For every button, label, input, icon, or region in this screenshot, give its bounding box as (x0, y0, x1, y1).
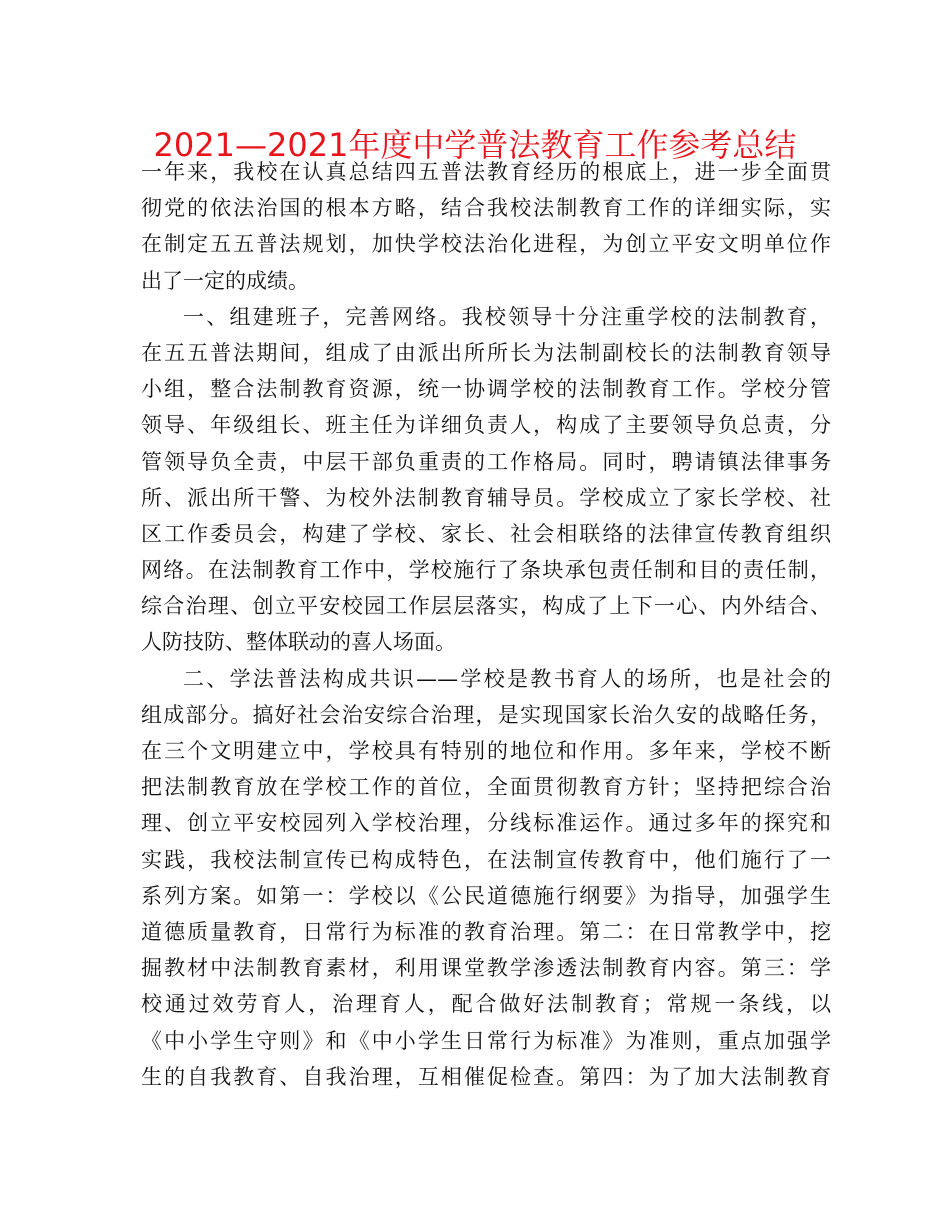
text-line: 《中小学生守则》和《中小学生日常行为标准》为准则，重点加强学 (141, 1028, 831, 1053)
text-line: 在五五普法期间，组成了由派出所所长为法制副校长的法制教育领导 (141, 340, 831, 365)
text-line: 校通过效劳育人，治理育人，配合做好法制教育；常规一条线，以 (141, 992, 831, 1017)
text-line: 一年来，我校在认真总结四五普法教育经历的根底上，进一步全面贯 (141, 160, 831, 184)
text-line: 人防技防、整体联动的喜人场面。 (141, 630, 456, 655)
text-line: 管领导负全责，中层干部负重责的工作格局。同时，聘请镇法律事务 (141, 449, 831, 474)
text-line: 区工作委员会，构建了学校、家长、社会相联络的法律宣传教育组织 (141, 521, 831, 546)
text-line: 理、创立平安校园列入学校治理，分线标准运作。通过多年的探究和 (141, 811, 831, 836)
text-line: 掘教材中法制教育素材，利用课堂教学渗透法制教育内容。第三：学 (141, 956, 831, 981)
text-line: 领导、年级组长、班主任为详细负责人，构成了主要领导负总责，分 (141, 413, 831, 438)
text-line: 综合治理、创立平安校园工作层层落实，构成了上下一心、内外结合、 (141, 594, 831, 619)
text-line: 道德质量教育，日常行为标准的教育治理。第二：在日常教学中，挖 (141, 919, 831, 944)
document-body (141, 154, 831, 1095)
text-line: 系列方案。如第一：学校以《公民道德施行纲要》为指导，加强学生 (141, 883, 831, 908)
text-line: 组成部分。搞好社会治安综合治理，是实现国家长治久安的战略任务， (141, 702, 831, 727)
text-line: 在制定五五普法规划，加快学校法治化进程，为创立平安文明单位作 (141, 232, 831, 257)
text-line: 一、组建班子，完善网络。我校领导十分注重学校的法制教育， (183, 304, 831, 329)
text-line: 网络。在法制教育工作中，学校施行了条块承包责任制和目的责任制， (141, 558, 831, 583)
text-line: 所、派出所干警、为校外法制教育辅导员。学校成立了家长学校、社 (141, 485, 831, 510)
text-line: 小组，整合法制教育资源，统一协调学校的法制教育工作。学校分管 (141, 377, 831, 402)
text-line: 二、学法普法构成共识——学校是教书育人的场所，也是社会的 (183, 666, 831, 691)
text-line: 生的自我教育、自我治理，互相催促检查。第四：为了加大法制教育 (141, 1064, 831, 1089)
text-line: 把法制教育放在学校工作的首位，全面贯彻教育方针；坚持把综合治 (141, 775, 831, 800)
text-line: 出了一定的成绩。 (141, 268, 309, 293)
text-line: 彻党的依法治国的根本方略，结合我校法制教育工作的详细实际，实 (141, 196, 831, 221)
text-line: 在三个文明建立中，学校具有特别的地位和作用。多年来，学校不断 (141, 739, 831, 763)
text-line: 实践，我校法制宣传已构成特色，在法制宣传教育中，他们施行了一 (141, 847, 831, 872)
document-title: 2021—2021年度中学普法教育工作参考总结 (153, 126, 797, 164)
